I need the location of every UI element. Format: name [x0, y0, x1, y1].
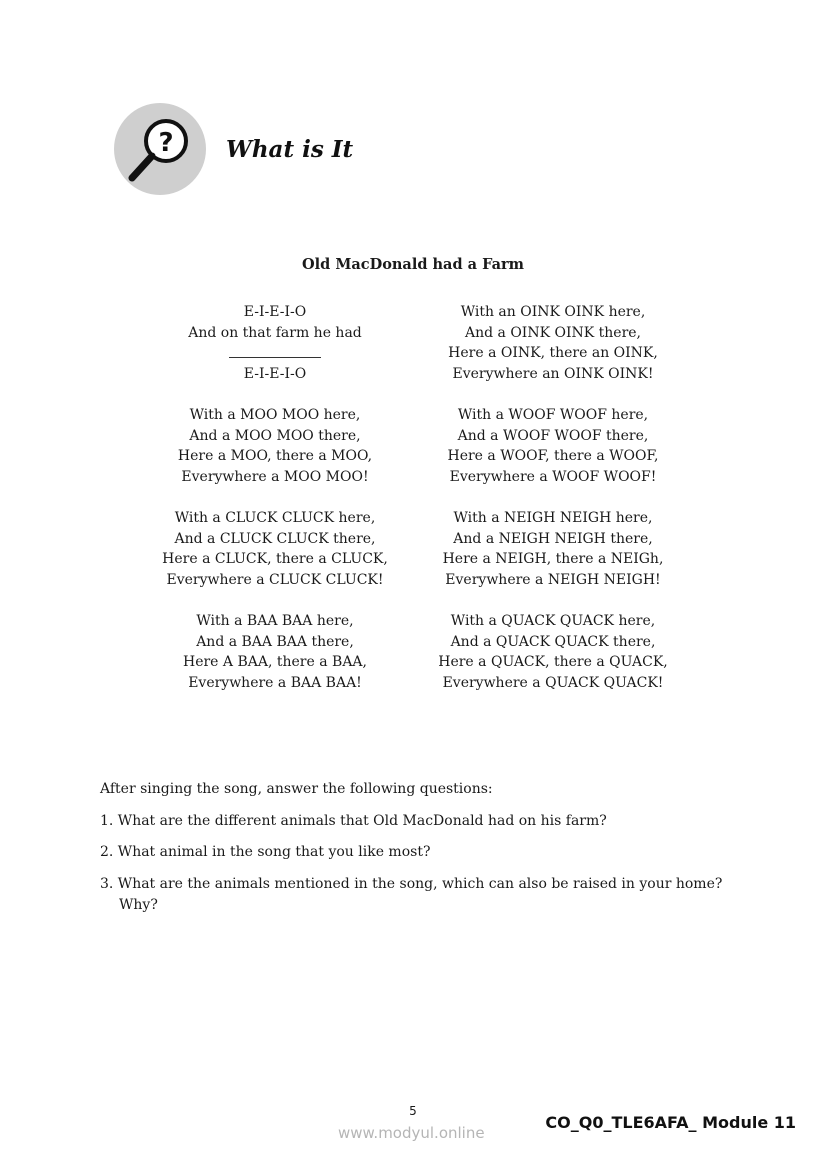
- fill-in-blank: [125, 343, 425, 364]
- question-1: 1. What are the different animals that Old MacDonald had on his farm?: [100, 812, 607, 829]
- lyric-line: And a WOOF WOOF there,: [457, 427, 649, 444]
- lyric-line: And a OINK OINK there,: [464, 324, 642, 341]
- svg-text:?: ?: [158, 128, 174, 158]
- lyric-line: Everywhere a QUACK QUACK!: [442, 674, 664, 691]
- blank-underline: [229, 343, 321, 358]
- lyric-line: And on that farm he had: [188, 324, 362, 341]
- lyric-line: Everywhere a BAA BAA!: [188, 674, 362, 691]
- lyric-line: E-I-E-I-O: [243, 304, 307, 320]
- stanza: [403, 302, 703, 384]
- stanza: [125, 302, 425, 384]
- lyric-line: And a CLUCK CLUCK there,: [174, 530, 376, 547]
- lyric-line: Here a NEIGH, there a NEIGh,: [442, 551, 664, 568]
- lyric-line: And a QUACK QUACK there,: [450, 633, 656, 650]
- lyric-line: With an OINK OINK here,: [460, 304, 646, 320]
- lyric-line: Everywhere a CLUCK CLUCK!: [166, 571, 384, 588]
- lyric-line: And a NEIGH NEIGH there,: [453, 530, 653, 547]
- lyric-line: Here a CLUCK, there a CLUCK,: [162, 551, 388, 568]
- watermark: www.modyul.online: [338, 1124, 485, 1142]
- section-heading: What is It: [226, 136, 354, 163]
- lyric-line: With a WOOF WOOF here,: [457, 406, 649, 423]
- lyric-line: Here a MOO, there a MOO,: [177, 448, 373, 465]
- module-code: CO_Q0_TLE6AFA_ Module 11: [545, 1113, 796, 1132]
- lyric-line: E-I-E-I-O: [243, 365, 307, 382]
- lyric-line: With a NEIGH NEIGH here,: [453, 509, 653, 526]
- question-2: 2. What animal in the song that you like most?: [100, 844, 431, 860]
- lyric-line: Here a WOOF, there a WOOF,: [447, 448, 659, 465]
- lyric-line: With a MOO MOO here,: [189, 406, 361, 423]
- stanza: [403, 405, 703, 487]
- stanza: [125, 611, 425, 693]
- lyric-line: Everywhere a MOO MOO!: [181, 468, 369, 485]
- lyric-line: And a BAA BAA there,: [196, 633, 354, 650]
- song-left-column: [125, 302, 425, 714]
- lyric-line: Here A BAA, there a BAA,: [182, 654, 367, 671]
- song-right-column: [403, 302, 703, 714]
- stanza: [403, 611, 703, 693]
- lyric-line: Here a QUACK, there a QUACK,: [438, 654, 668, 671]
- lyric-line: Everywhere an OINK OINK!: [452, 365, 654, 382]
- lyric-line: With a BAA BAA here,: [196, 612, 354, 629]
- song-title: Old MacDonald had a Farm: [302, 256, 524, 273]
- stanza: [125, 508, 425, 590]
- questions-intro: After singing the song, answer the following questions:: [100, 781, 493, 797]
- lyric-line: Everywhere a WOOF WOOF!: [449, 468, 657, 485]
- page-number: 5: [409, 1104, 417, 1118]
- lyric-line: With a QUACK QUACK here,: [450, 612, 656, 629]
- lyric-line: And a MOO MOO there,: [189, 427, 361, 444]
- lyric-line: Here a OINK, there an OINK,: [448, 345, 658, 362]
- magnifier-question-icon: [114, 103, 206, 195]
- questions-section: [100, 779, 740, 926]
- question-3: 3. What are the animals mentioned in the song, which can also be raised in your home? Why?: [100, 875, 723, 913]
- stanza: [403, 508, 703, 590]
- lyric-line: Everywhere a NEIGH NEIGH!: [445, 571, 661, 588]
- lyric-line: With a CLUCK CLUCK here,: [174, 509, 376, 526]
- stanza: [125, 405, 425, 487]
